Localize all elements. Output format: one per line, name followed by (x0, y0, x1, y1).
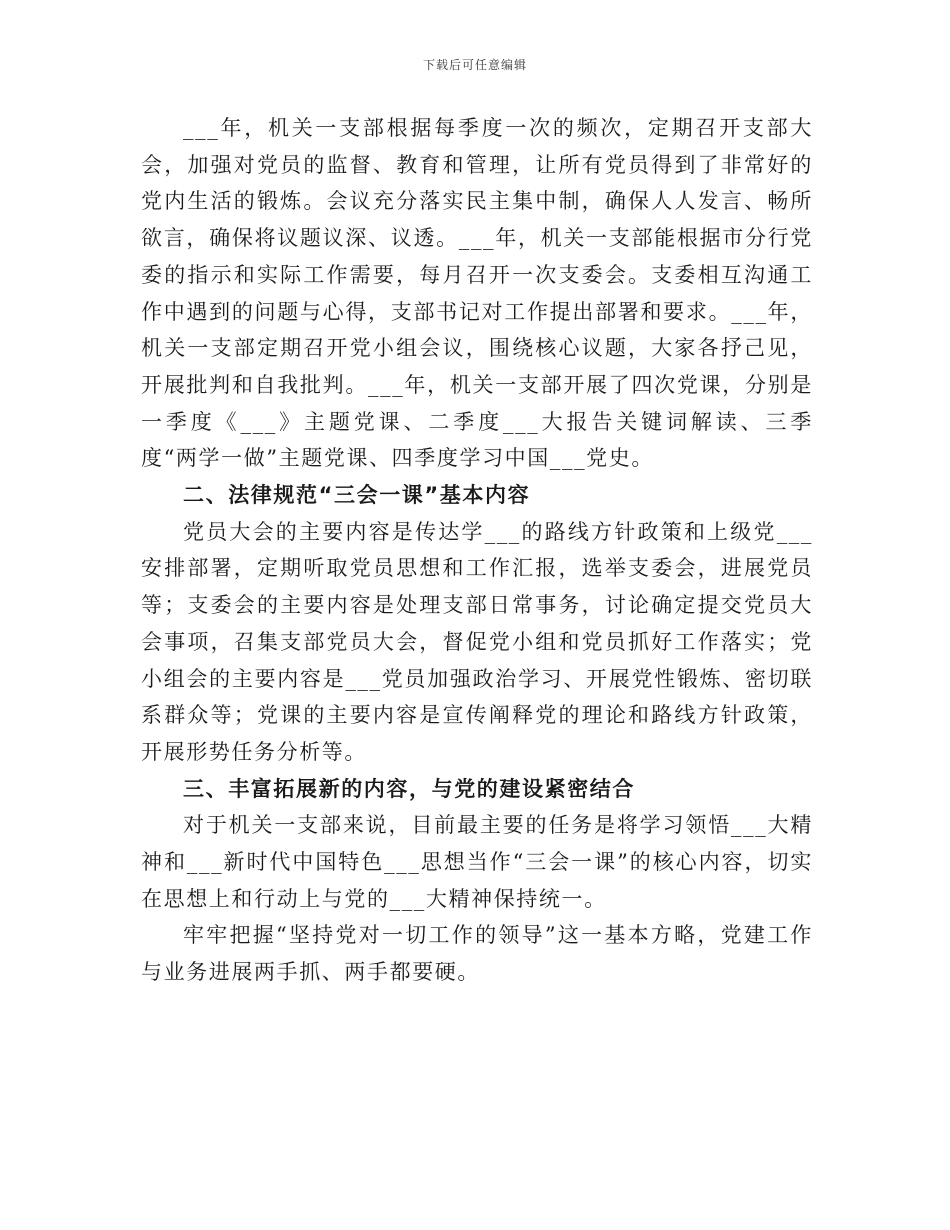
paragraph-meetings-summary: ___年，机关一支部根据每季度一次的频次，定期召开支部大会，加强对党员的监督、教育和管理，让所有党员得到了非常好的党内生活的锻炼。会议充分落实民主集中制，确保人人发言、畅所欲言，确保将议题议深、议透。___年，机关一支部能根据市分行党委的指示和实际工作需要，每月召开一次支委会。支委相互沟通工作中遇到的问题与心得，支部书记对工作提出部署和要求。___年，机关一支部定期召开党小组会议，围绕核心议题，大家各抒己见，开展批判和自我批判。___年，机关一支部开展了四次党课，分别是一季度《___》主题党课、二季度___大报告关键词解读、三季度“两学一做”主题党课、四季度学习中国___党史。 (141, 116, 813, 471)
section-heading-2: 二、法律规范“三会一课”基本内容 (183, 483, 531, 508)
document-body (141, 110, 813, 991)
paragraph-basic-content: 党员大会的主要内容是传达学___的路线方针政策和上级党___安排部署，定期听取党员思想和工作汇报，选举支委会，进展党员等；支委会的主要内容是处理支部日常事务，讨论确定提交党员大会事项，召集支部党员大会，督促党小组和党员抓好工作落实；党小组会的主要内容是___党员加强政治学习、开展党性锻炼、密切联系群众等；党课的主要内容是宣传阐释党的理论和路线方针政策，开展形势任务分析等。 (141, 519, 813, 764)
page-header-note: 下载后可任意编辑 (422, 58, 527, 72)
section-heading-3: 三、丰富拓展新的内容，与党的建设紧密结合 (183, 776, 635, 801)
paragraph-leadership: 牢牢把握“坚持党对一切工作的领导”这一基本方略，党建工作与业务进展两手抓、两手都要硬。 (141, 923, 813, 985)
paragraph-core-content: 对于机关一支部来说，目前最主要的任务是将学习领悟___大精神和___新时代中国特色___思想当作“三会一课”的核心内容，切实在思想上和行动上与党的___大精神保持统一。 (141, 813, 813, 911)
